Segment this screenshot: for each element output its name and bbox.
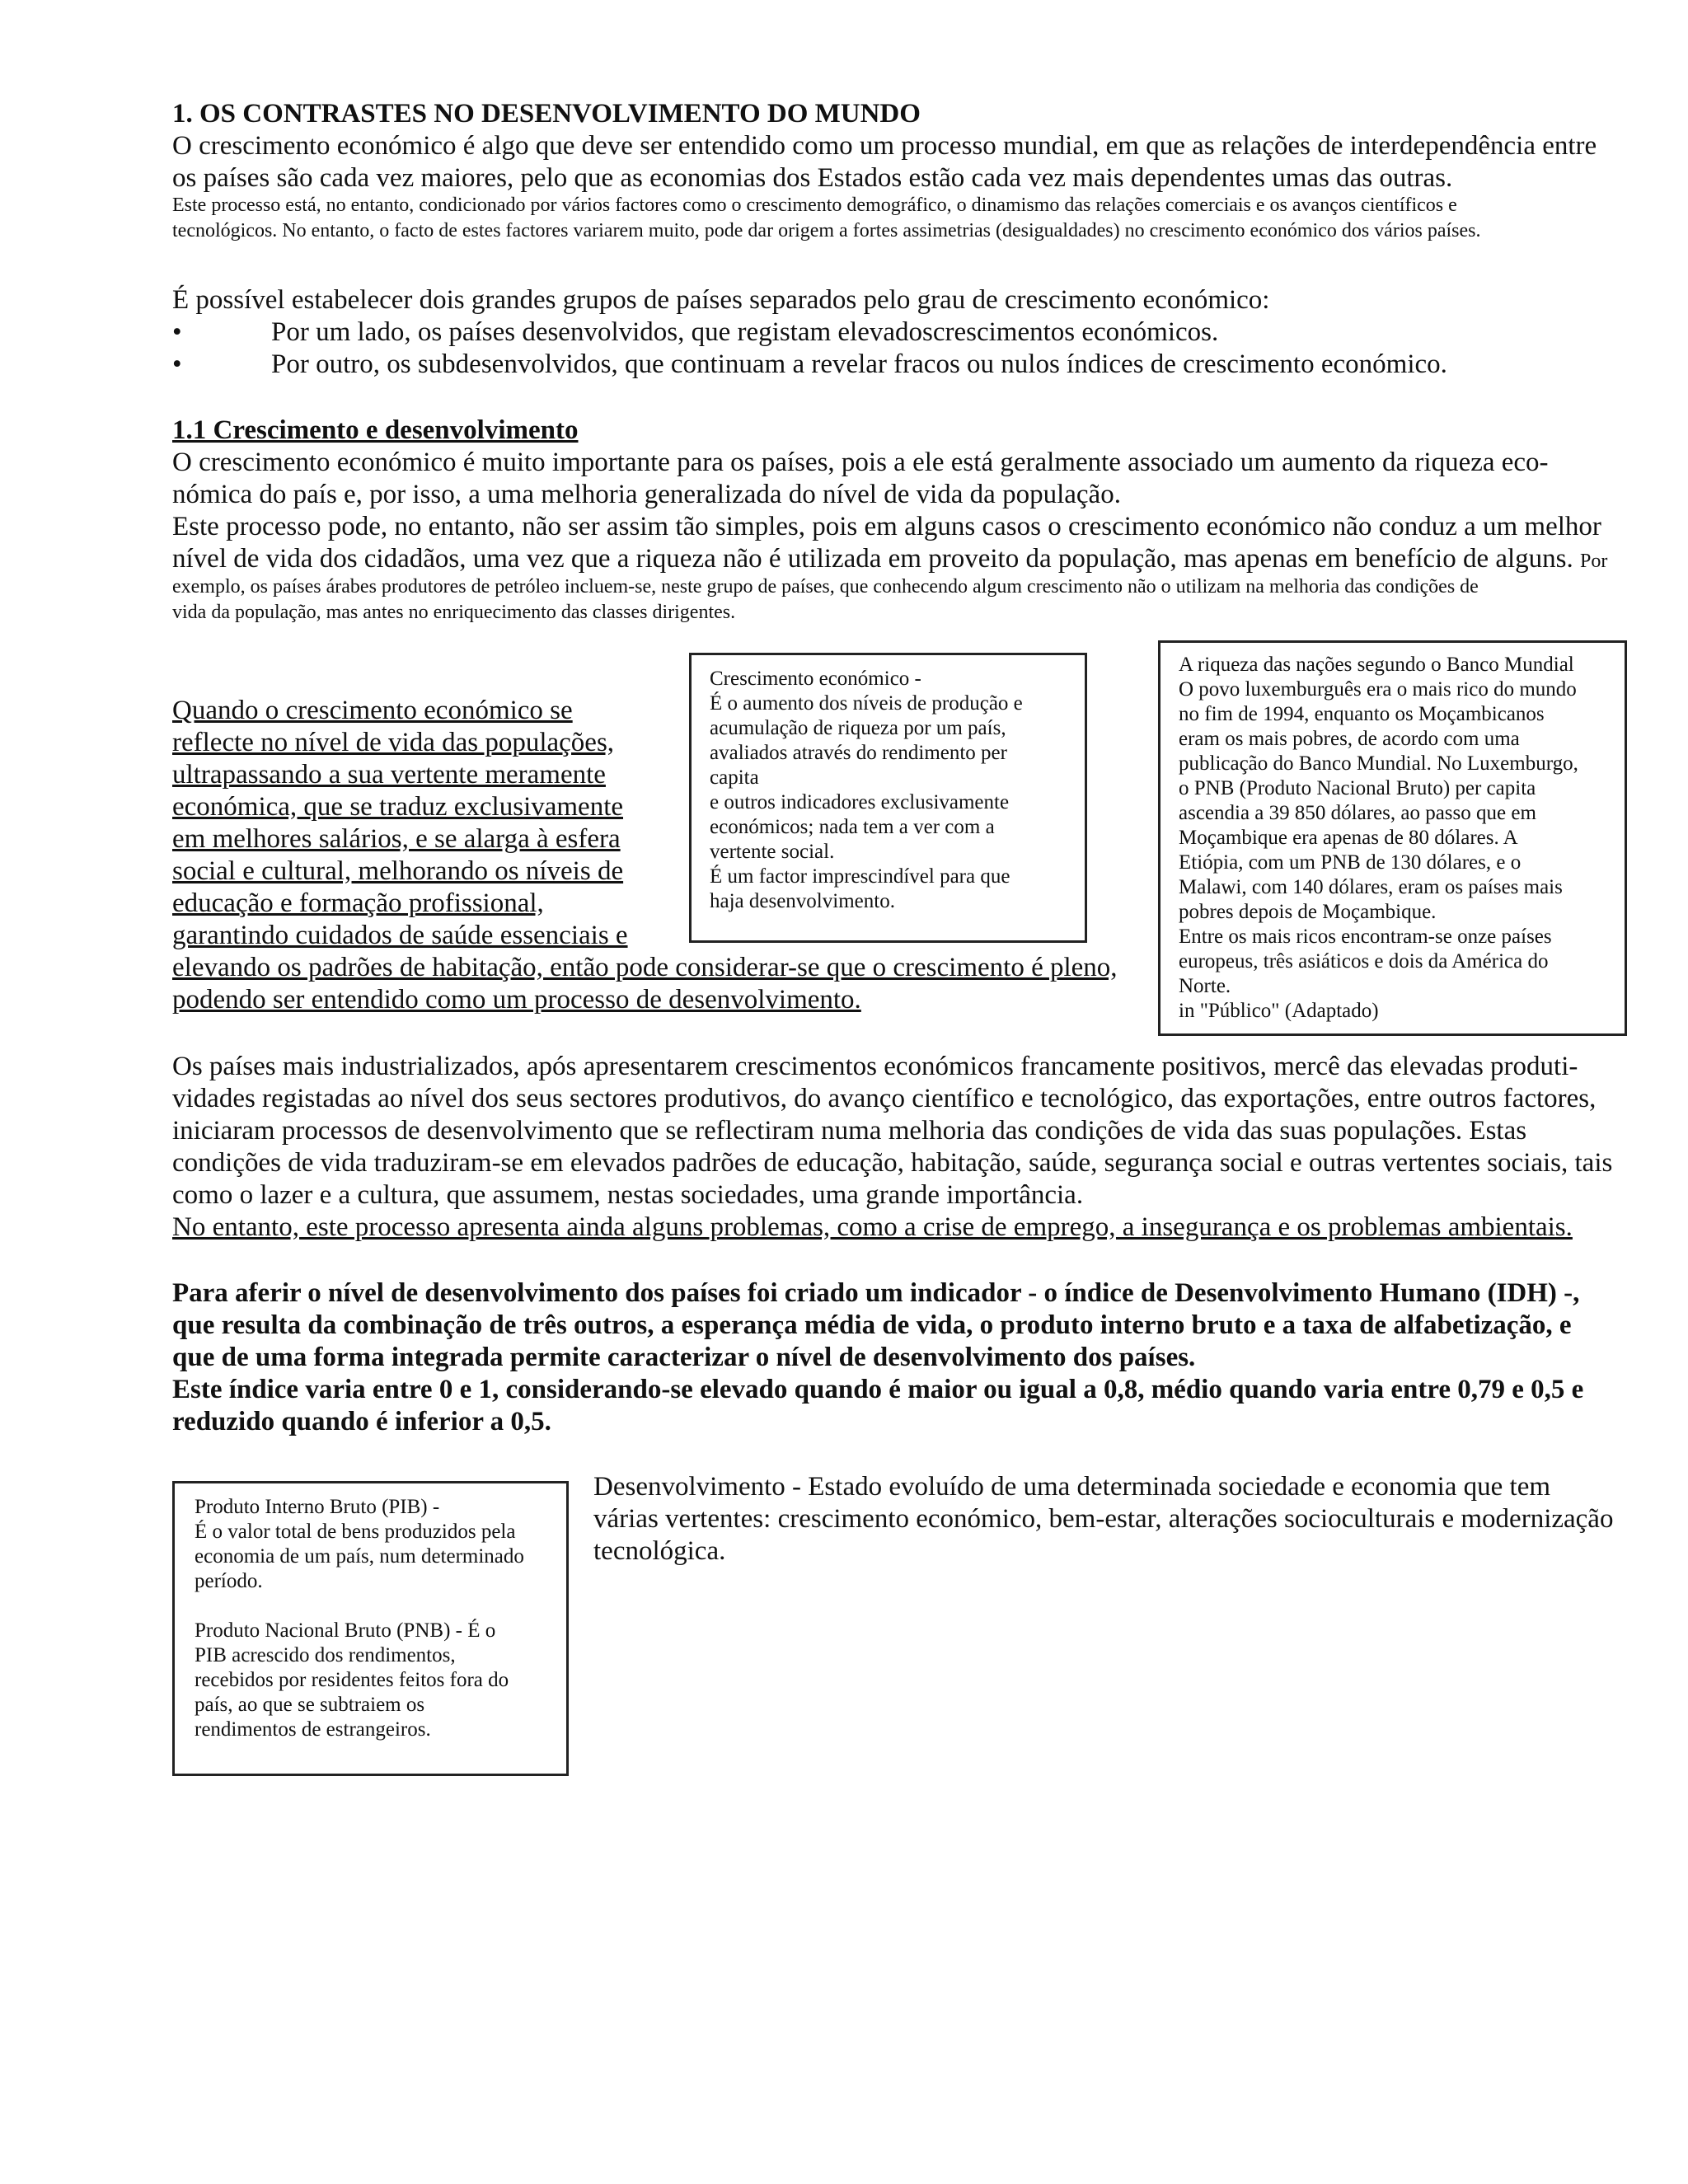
text-line: exemplo, os países árabes produtores de petróleo incluem-se, neste grupo de países, que conhecendo algum crescimento não o utilizam na melhoria das condições de — [172, 576, 1479, 598]
example-paragraph — [172, 574, 1479, 626]
section-title: 1. OS CONTRASTES NO DESENVOLVIMENTO DO MUNDO — [172, 99, 921, 129]
list-item-text: Por um lado, os países desenvolvidos, que registam elevadoscrescimentos económicos. — [271, 317, 1219, 347]
desenvolvimento-definition — [593, 1471, 1613, 1568]
text-line: Moçambique era apenas de 80 dólares. A — [1179, 827, 1518, 849]
text-line: avaliados através do rendimento per — [710, 742, 1007, 764]
subsection-title: 1.1 Crescimento e desenvolvimento — [172, 415, 579, 445]
definition-text — [710, 667, 1067, 914]
text-line: Produto Interno Bruto (PIB) - — [195, 1496, 440, 1518]
text-line: os países são cada vez maiores, pelo que as economias dos Estados estão cada vez mais dependentes umas das outras. — [172, 163, 1453, 193]
text-line: ultrapassando a sua vertente meramente — [172, 760, 606, 790]
text-line: Malawi, com 140 dólares, eram os países mais — [1179, 876, 1563, 898]
text-line: reflecte no nível de vida das populações, — [172, 728, 615, 757]
text-line: social e cultural, melhorando os níveis de — [172, 856, 624, 886]
text-line: Norte. — [1179, 975, 1231, 997]
conditions-paragraph — [172, 193, 1480, 244]
text-line: Entre os mais ricos encontram-se onze países — [1179, 926, 1552, 948]
text-line: Produto Nacional Bruto (PNB) - É o — [195, 1619, 496, 1642]
text-line: período. — [195, 1570, 263, 1592]
groups-intro: É possível estabelecer dois grandes grupos de países separados pelo grau de crescimento económico: — [172, 285, 1270, 315]
info-box-heading: A riqueza das nações segundo o Banco Mundial — [1179, 654, 1574, 676]
text-line: como o lazer e a cultura, que assumem, nestas sociedades, uma grande importância. — [172, 1180, 1084, 1210]
text-line: o PNB (Produto Nacional Bruto) per capita — [1179, 777, 1536, 799]
text-line: Este índice varia entre 0 e 1, considerando-se elevado quando é maior ou igual a 0,8, médio quando varia entre 0,79 e 0,5 e — [172, 1375, 1584, 1404]
text-line: O crescimento económico é muito importante para os países, pois a ele está geralmente associado um aumento da riqueza eco- — [172, 448, 1549, 477]
text-line: Este processo está, no entanto, condicionado por vários factores como o crescimento demográfico, o dinamismo das relações comerciais e os avanços científicos e — [172, 194, 1457, 216]
bullet-glyph: • — [172, 349, 182, 379]
text-line: Desenvolvimento - Estado evoluído de uma determinada sociedade e economia que tem — [593, 1472, 1551, 1502]
text-line: garantindo cuidados de saúde essenciais e — [172, 921, 628, 950]
text-line: tecnológica. — [593, 1536, 726, 1566]
idh-paragraph — [172, 1277, 1583, 1438]
text-line: condições de vida traduziram-se em elevados padrões de educação, habitação, saúde, segurança social e outras vertentes sociais, tais — [172, 1148, 1613, 1178]
text-line: iniciaram processos de desenvolvimento que se reflectiram numa melhoria das condições de vida das suas populações. Estas — [172, 1116, 1527, 1146]
text-line: e outros indicadores exclusivamente — [710, 791, 1010, 813]
definition-box-crescimento — [689, 653, 1087, 943]
text-line: no fim de 1994, enquanto os Moçambicanos — [1179, 703, 1545, 725]
text-line: Os países mais industrializados, após apresentarem crescimentos económicos francamente positivos, mercê das elevadas produti- — [172, 1052, 1578, 1081]
text-line-tail: Por — [1580, 551, 1608, 572]
text-line: tecnológicos. No entanto, o facto de estes factores variarem muito, pode dar origem a fortes assimetrias (desigualdades) no crescimento económico dos vários países. — [172, 220, 1481, 241]
text-line: PIB acrescido dos rendimentos, — [195, 1644, 456, 1666]
text-line-main: nível de vida dos cidadãos, uma vez que a riqueza não é utilizada em proveito da população, mas apenas em benefício de alguns. — [172, 544, 1573, 574]
text-line: economia de um país, num determinado — [195, 1545, 524, 1568]
text-line: económicos; nada tem a ver com a — [710, 816, 995, 838]
text-line — [172, 543, 1607, 575]
text-line: que resulta da combinação de três outros, a esperança média de vida, o produto interno bruto e a taxa de alfabetização, e — [172, 1310, 1572, 1340]
text-line: educação e formação profissional, — [172, 888, 544, 918]
bullet-glyph: • — [172, 317, 182, 347]
text-line: Para aferir o nível de desenvolvimento dos países foi criado um indicador - o índice de Desenvolvimento Humano (IDH) -, — [172, 1278, 1580, 1308]
text-line: reduzido quando é inferior a 0,5. — [172, 1407, 551, 1436]
blank-line — [195, 1594, 546, 1619]
list-item — [172, 349, 1447, 381]
list-item — [172, 316, 1447, 349]
text-line: eram os mais pobres, de acordo com uma — [1179, 728, 1520, 750]
text-line: É o aumento dos níveis de produção e — [710, 692, 1023, 715]
text-line: pobres depois de Moçambique. — [1179, 901, 1437, 923]
text-line: Crescimento económico - — [710, 668, 921, 690]
text-line: várias vertentes: crescimento económico, bem-estar, alterações socioculturais e modernização — [593, 1504, 1614, 1534]
text-line: acumulação de riqueza por um país, — [710, 717, 1006, 739]
text-line: rendimentos de estrangeiros. — [195, 1718, 431, 1741]
text-line: vertente social. — [710, 841, 835, 863]
groups-list — [172, 316, 1447, 381]
source-citation: in "Público" (Adaptado) — [1179, 1000, 1379, 1022]
problems-line: No entanto, este processo apresenta ainda alguns problemas, como a crise de emprego, a insegurança e os problemas ambientais. — [172, 1212, 1573, 1242]
text-line: É um factor imprescindível para que — [710, 865, 1010, 888]
text-line: vida da população, mas antes no enriquecimento das classes dirigentes. — [172, 602, 736, 623]
info-box-riqueza — [1158, 640, 1627, 1036]
industrialized-paragraph — [172, 1051, 1612, 1244]
text-line: O crescimento económico é algo que deve ser entendido como um processo mundial, em que as relações de interdependência entre — [172, 131, 1597, 161]
text-line: Etiópia, com um PNB de 130 dólares, e o — [1179, 851, 1522, 874]
text-line: Quando o crescimento económico se — [172, 696, 573, 725]
text-line: em melhores salários, e se alarga à esfera — [172, 824, 621, 854]
text-line: nómica do país e, por isso, a uma melhoria generalizada do nível de vida da população. — [172, 480, 1121, 509]
text-line: O povo luxemburguês era o mais rico do mundo — [1179, 678, 1577, 701]
text-line: europeus, três asiáticos e dois da América do — [1179, 950, 1549, 972]
intro-paragraph — [172, 130, 1597, 194]
text-line: ascendia a 39 850 dólares, ao passo que em — [1179, 802, 1536, 824]
definition-text — [195, 1495, 546, 1742]
text-line: haja desenvolvimento. — [710, 890, 895, 912]
growth-paragraph — [172, 447, 1607, 575]
text-line: podendo ser entendido como um processo de desenvolvimento. — [172, 985, 861, 1015]
text-line: Este processo pode, no entanto, não ser assim tão simples, pois em alguns casos o crescimento económico não conduz a um melhor — [172, 512, 1601, 541]
info-box-text — [1179, 653, 1606, 1024]
text-line: capita — [710, 766, 759, 789]
text-line: elevando os padrões de habitação, então pode considerar-se que o crescimento é pleno, — [172, 953, 1118, 982]
text-line: vidades registadas ao nível dos seus sectores produtivos, do avanço científico e tecnológico, das exportações, entre outros factores, — [172, 1084, 1597, 1113]
list-item-text: Por outro, os subdesenvolvidos, que continuam a revelar fracos ou nulos índices de crescimento económico. — [271, 349, 1447, 379]
text-line: É o valor total de bens produzidos pela — [195, 1521, 516, 1543]
text-line: recebidos por residentes feitos fora do — [195, 1669, 509, 1691]
definition-box-pib-pnb — [172, 1481, 569, 1776]
text-line: país, ao que se subtraiem os — [195, 1694, 425, 1716]
text-line: económica, que se traduz exclusivamente — [172, 792, 624, 822]
text-line: que de uma forma integrada permite caracterizar o nível de desenvolvimento dos países. — [172, 1343, 1196, 1372]
text-line: publicação do Banco Mundial. No Luxemburgo, — [1179, 752, 1578, 775]
